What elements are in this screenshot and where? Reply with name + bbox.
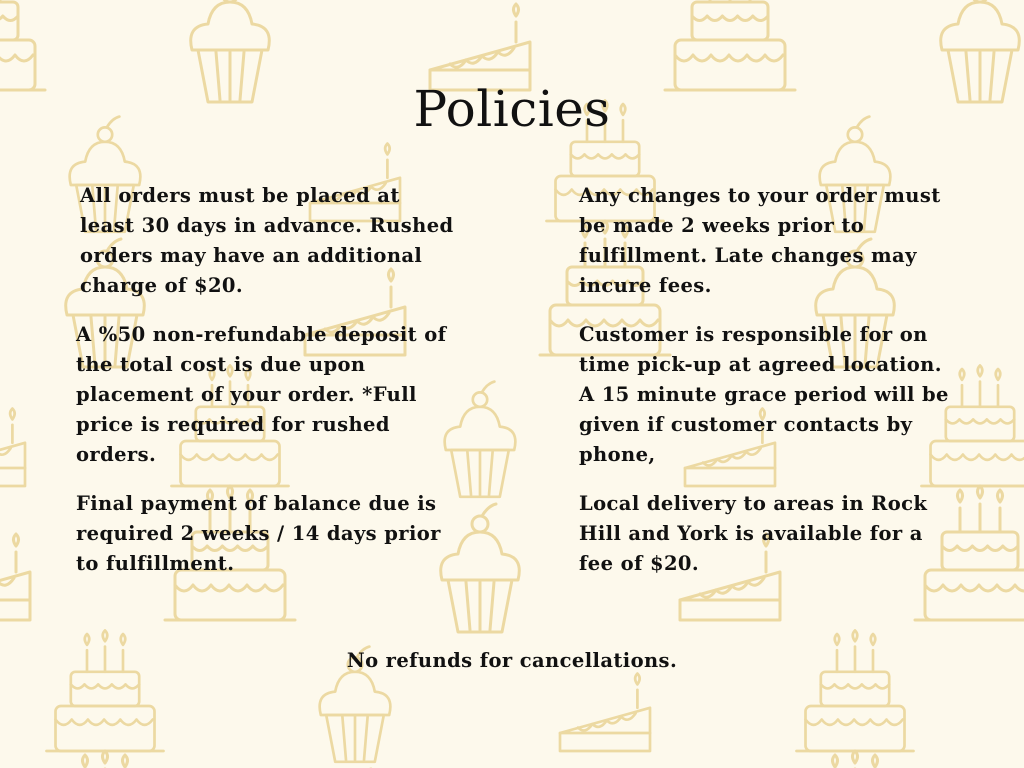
policy-deposit: A %50 non-refundable deposit of the total cost is due upon placement of your order. *Full price is required for rushed orders. [76, 323, 447, 466]
policy-final-payment: Final payment of balance due is required 2 weeks / 14 days prior to fulfillment. [76, 492, 441, 575]
policy-order-lead-time: All orders must be placed at least 30 days in advance. Rushed orders may have an additional charge of $20. [80, 184, 454, 297]
policy-order-changes: Any changes to your order must be made 2 weeks prior to fulfillment. Late changes may incure fees. [579, 184, 941, 297]
policy-delivery: Local delivery to areas in Rock Hill and York is available for a fee of $20. [579, 492, 928, 575]
no-refunds-note: No refunds for cancellations. [346, 649, 678, 672]
page-title: Policies [413, 80, 611, 138]
policy-pickup: Customer is responsible for on time pick-up at agreed location. A 15 minute grace period will be given if customer contacts by phone, [579, 323, 949, 466]
